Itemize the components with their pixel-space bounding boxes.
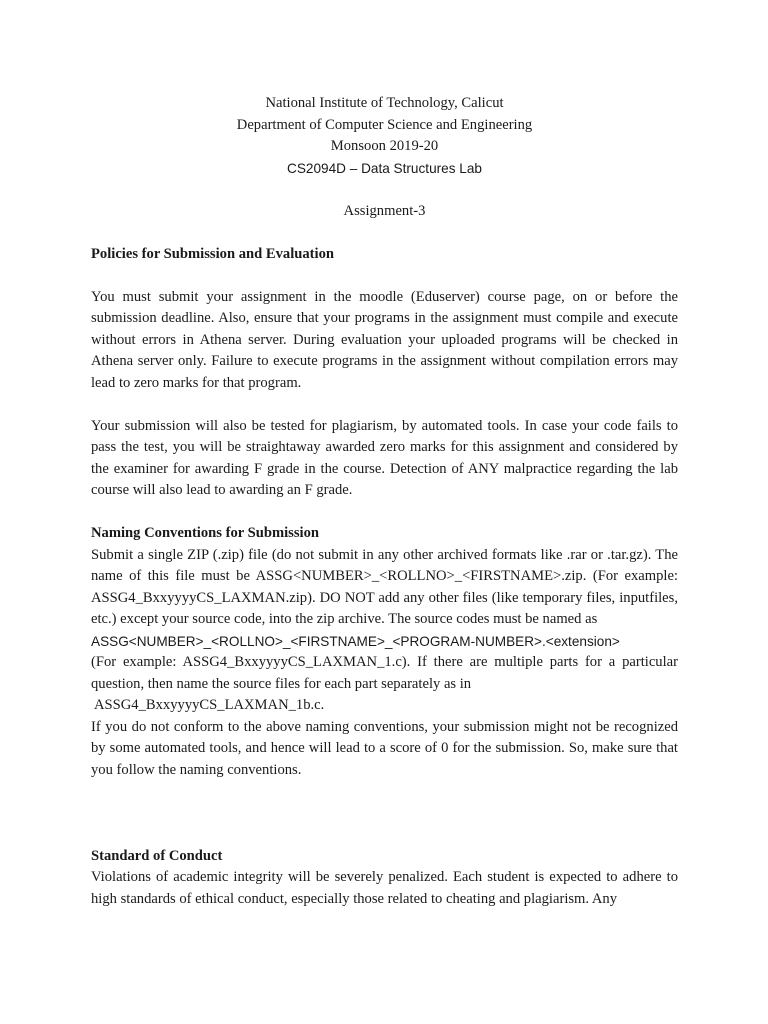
naming-paragraph-2: (For example: ASSG4_BxxyyyyCS_LAXMAN_1.c). If there are multiple parts for a particular question, then name the source files for each part separately as in — [91, 654, 678, 692]
naming-paragraph-1: Submit a single ZIP (.zip) file (do not submit in any other archived formats like .rar or .tar.gz). The name of this file must be ASSG<NUMBER>_<ROLLNO>_<FIRSTNAME>.zip. (For example: ASSG4_BxxyyyyCS_LAXMAN.zip). DO NOT add any other files (like temporary files, inputfiles, etc.) except your source code, into the zip archive. The source codes must be named as — [91, 546, 678, 627]
naming-heading: Naming Conventions for Submission — [91, 525, 320, 541]
department-name: Department of Computer Science and Engineering — [236, 116, 533, 133]
assignment-title: Assignment-3 — [343, 202, 426, 219]
semester: Monsoon 2019-20 — [330, 138, 439, 154]
naming-example: ASSG4_BxxyyyyCS_LAXMAN_1b.c. — [94, 697, 325, 713]
conduct-paragraph-1: Violations of academic integrity will be severely penalized. Each student is expected to adhere to high standards of ethical conduct, especially those related to cheating and plagiarism. Any — [91, 869, 678, 907]
conduct-heading: Standard of Conduct — [91, 847, 223, 864]
policies-paragraph-1: You must submit your assignment in the moodle (Eduserver) course page, on or before the submission deadline. Also, ensure that your programs in the assignment must compile and execute without errors in Athena server. During evaluation your uploaded programs will be checked in Athena server only. Failure to execute programs in the assignment without compilation errors may lead to zero marks for that program. — [91, 288, 678, 391]
naming-paragraph-3: If you do not conform to the above naming conventions, your submission might not be recognized by some automated tools, and hence will lead to a score of 0 for the submission. So, make sure that you follow the naming conventions. — [91, 718, 678, 778]
naming-pattern: ASSG<NUMBER>_<ROLLNO>_<FIRSTNAME>_<PROGRAM-NUMBER>.<extension> — [91, 633, 620, 649]
institute-name: National Institute of Technology, Calicut — [265, 95, 504, 111]
policies-paragraph-2: Your submission will also be tested for plagiarism, by automated tools. In case your code fails to pass the test, you will be straightaway awarded zero marks for this assignment and considered by the examiner for awarding F grade in the course. Detection of ANY malpractice regarding the lab course will also lead to awarding an F grade. — [91, 417, 678, 498]
course-title: CS2094D – Data Structures Lab — [287, 160, 482, 176]
document-header — [91, 93, 678, 222]
policies-heading: Policies for Submission and Evaluation — [91, 245, 335, 262]
document-page — [91, 93, 678, 910]
